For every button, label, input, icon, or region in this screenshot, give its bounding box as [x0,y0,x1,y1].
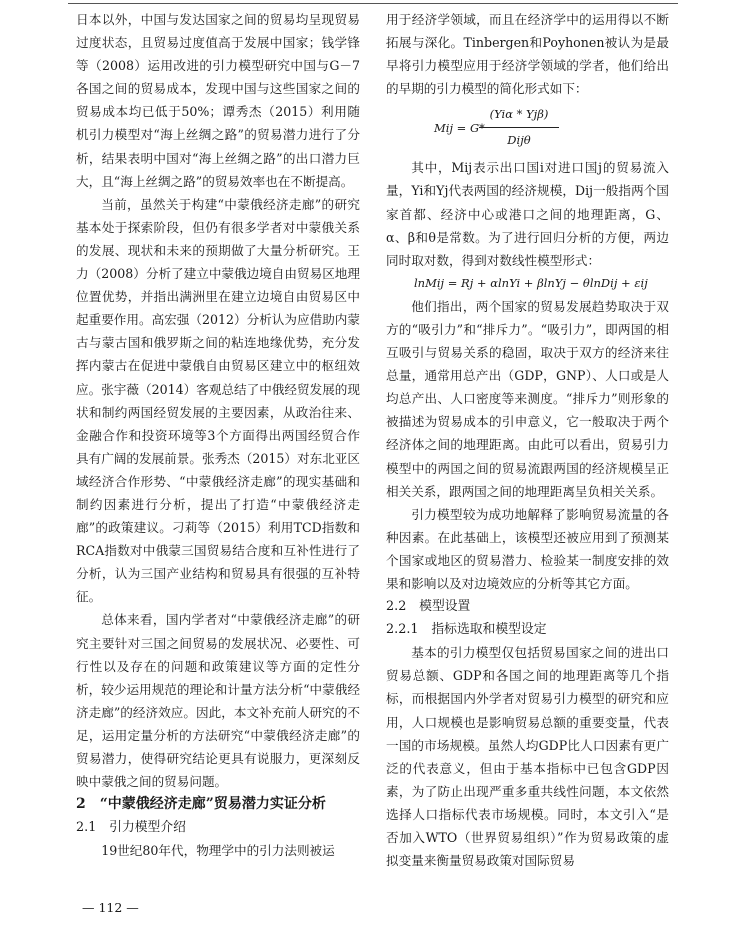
subsection-heading-2-2-1: 2.2.1 指标选取和模型设定 [386,622,547,638]
formula-denominator: Dijθ [507,133,531,148]
left-paragraph-3: 总体来看，国内学者对“中蒙俄经济走廊”的研究主要针对三国之间贸易的发展状况、必要性、可行性以及存在的问题和政策建议等方面的定性分析，较少运用规范的理论和计量方法分析“中蒙俄经济走廊”的经济效应。因此，本文补充前人研究的不足，运用定量分析的方法研究“中蒙俄经济走廊”的贸易潜力，使得研究结论更具有说服力，更深刻反映中蒙俄之间的贸易问题。 [76,612,360,790]
subsection-heading-2-1: 2.1 引力模型介绍 [76,820,186,836]
right-paragraph-3: 他们指出，两个国家的贸易发展趋势取决于双方的“吸引力”和“排斥力”。“吸引力”，即两国的相互吸引与贸易关系的稳固，取决于双方的经济来往总量，通常用总产出（GDP，GNP）、人口或是人均总产出、人口密度等来测度。“排斥力”则形象的被描述为贸易成本的引申意义，它一般取决于两个经济体之间的地理距离。由此可以看出，贸易引力模型中的两国之间的贸易流跟两国的经济规模呈正相关关系，跟两国之间的地理距离呈负相关关系。 [386,298,669,499]
section-heading-2: 2 “中蒙俄经济走廊”贸易潜力实证分析 [76,796,326,813]
right-column [386,8,669,872]
left-paragraph-2: 当前，虽然关于构建“中蒙俄经济走廊”的研究基本处于探索阶段，但仍有很多学者对中蒙俄关系的发展、现状和未来的预期做了大量分析研究。王力（2008）分析了建立中蒙俄边境自由贸易区地理位置优势，并指出满洲里在建立边境自由贸易区中起重要作用。高宏强（2012）分析认为应借助内蒙古与蒙古国和俄罗斯之间的粘连地缘优势，充分发挥内蒙古在促进中蒙俄自由贸易区建立中的枢纽效应。张宇薇（2014）客观总结了中俄经贸发展的现状和制约两国经贸发展的主要因素，从政治往来、金融合作和投资环境等3个方面得出两国经贸合作具有广阔的发展前景。张秀杰（2015）对东北亚区域经济合作形势、“中蒙俄经济走廊”的现实基础和制约因素进行分析，提出了打造“中蒙俄经济走廊”的政策建议。刁莉等（2015）利用TCD指数和RCA指数对中俄蒙三国贸易结合度和互补性进行了分析，认为三国产业结构和贸易具有很强的互补特征。 [76,196,360,605]
right-paragraph-4: 引力模型较为成功地解释了影响贸易流量的各种因素。在此基础上，该模型还被应用到了预测某个国家或地区的贸易潜力、检验某一制度安排的效果和影响以及对边境效应的分析等其它方面。 [386,506,669,591]
right-paragraph-2: 其中，Mij表示出口国i对进口国j的贸易流入量，Yi和Yj代表两国的经济规模，Dij一般指两个国家首都、经济中心或港口之间的地理距离，G、α、β和θ是常数。为了进行回归分析的方便，两边同时取对数，得到对数线性模型形式： [386,160,669,268]
left-column [76,8,360,862]
left-paragraph-4: 19世纪80年代，物理学中的引力法则被运 [101,843,335,859]
header-rule [68,3,678,4]
left-paragraph-1: 日本以外，中国与发达国家之间的贸易均呈现贸易过度状态，且贸易过度值高于发展中国家；钱学锋等（2008）运用改进的引力模型研究中国与G－7各国之间的贸易成本，发现中国与这些国家之间的贸易成本均已低于50%；谭秀杰（2015）利用随机引力模型对“海上丝绸之路”的贸易潜力进行了分析，结果表明中国对“海上丝绸之路”的出口潜力巨大，且“海上丝绸之路”的贸易效率也在不断提高。 [76,12,360,189]
log-linear-formula: lnMij = Rj + αlnYi + βlnYj − θlnDij + εij [414,275,648,290]
subsection-heading-2-2: 2.2 模型设置 [386,599,471,615]
formula-numerator: (Yiα * Yjβ) [479,103,559,128]
formula-lhs: Mij = G* [434,121,485,136]
gravity-formula [386,102,669,152]
page-number: — 112 — [82,900,139,915]
formula-fraction [479,103,559,152]
right-paragraph-1: 用于经济学领域，而且在经济学中的运用得以不断拓展与深化。Tinbergen和Poyhonen被认为是最早将引力模型应用于经济学领域的学者，他们给出的早期的引力模型的简化形式如下： [386,12,669,97]
right-paragraph-5: 基本的引力模型仅包括贸易国家之间的进出口贸易总额、GDP和各国之间的地理距离等几个指标，而根据国内外学者对贸易引力模型的研究和应用，人口规模也是影响贸易总额的重要变量，代表一国的市场规模。虽然人均GDP比人口因素有更广泛的代表意义，但由于基本指标中已包含GDP因素，为了防止出现严重多重共线性问题，本文依然选择人口指标代表市场规模。同时，本文引入“是否加入WTO（世界贸易组织）”作为贸易政策的虚拟变量来衡量贸易政策对国际贸易 [386,645,669,869]
